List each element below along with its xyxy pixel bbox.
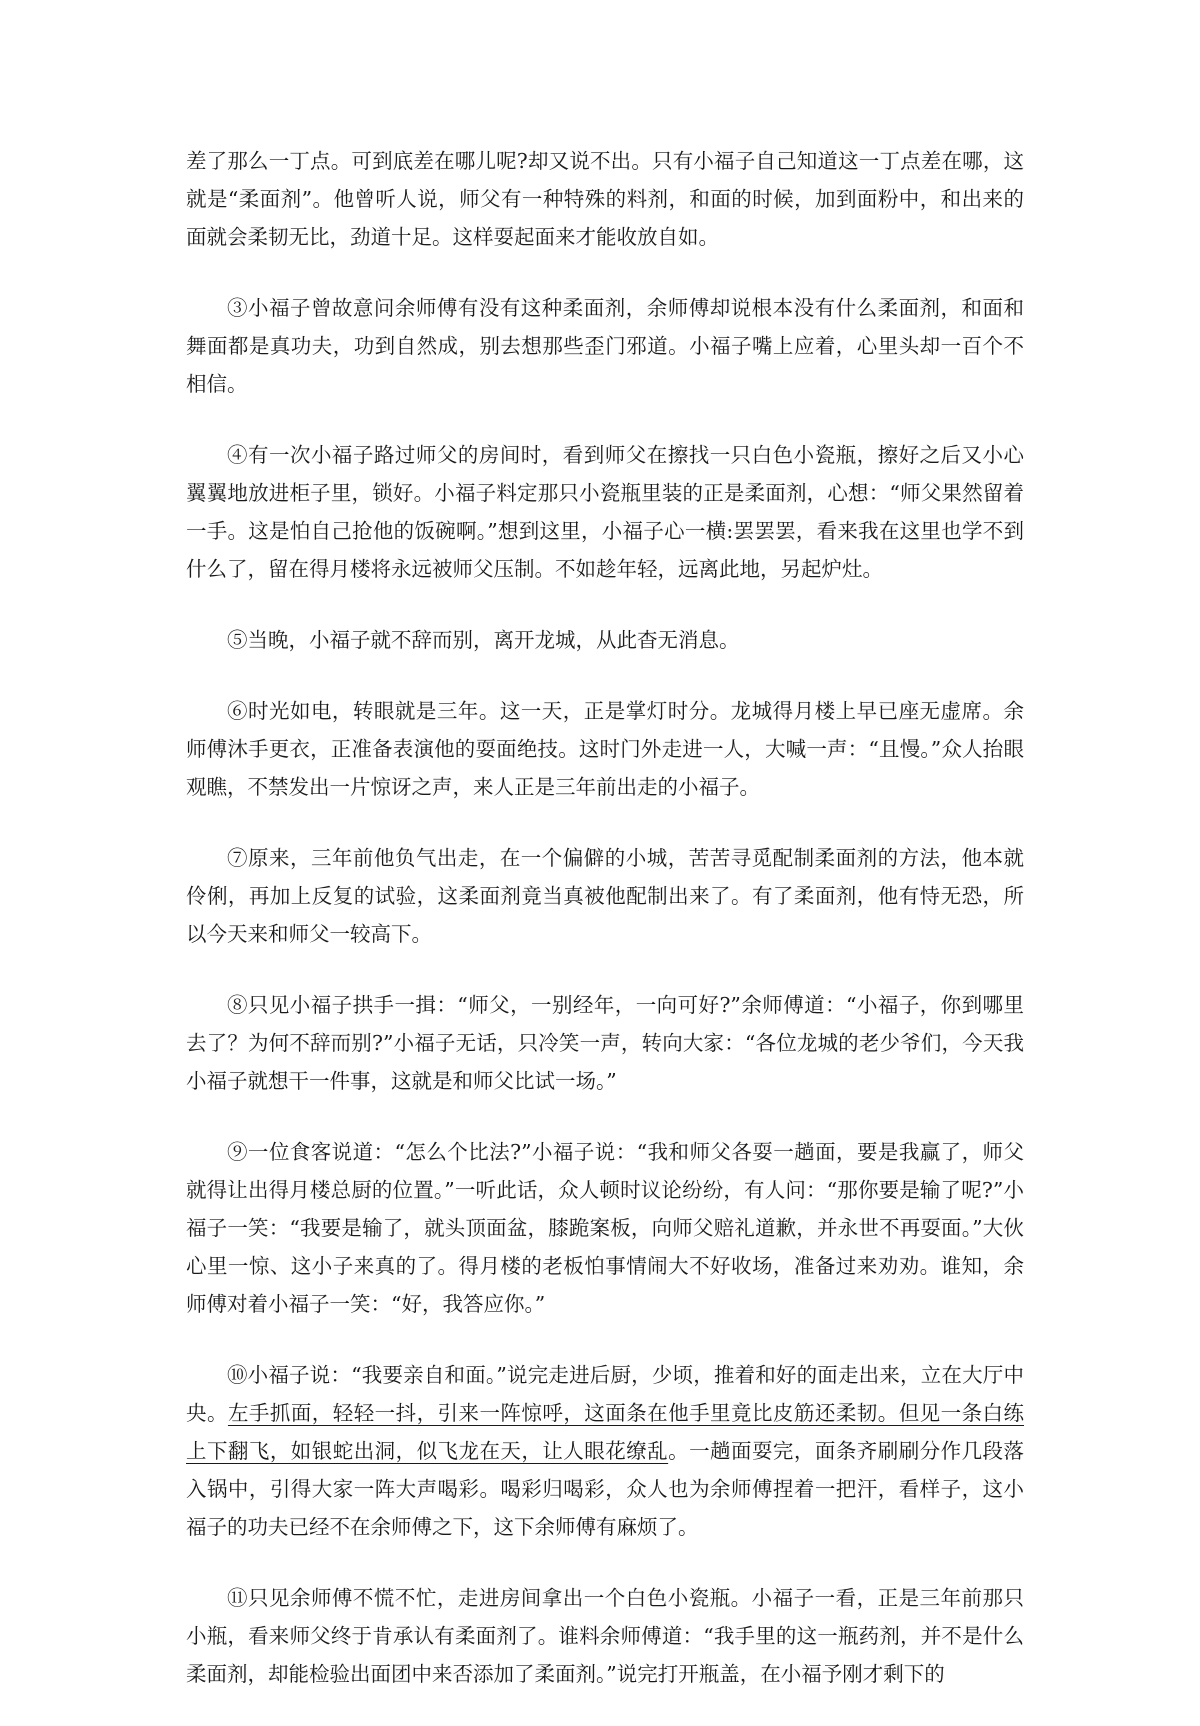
paragraph-p8 (186, 986, 1024, 1100)
paragraph-p4 (186, 436, 1024, 588)
paragraph-text: ⑨一位食客说道：“怎么个比法?”小福子说：“我和师父各耍一趟面，要是我赢了，师父就得让出得月楼总厨的位置。”一听此话，众人顿时议论纷纷，有人问：“那你要是输了呢?”小福子一笑：“我要是输了，就头顶面盆，膝跪案板，向师父赔礼道歉，并永世不再耍面。”大伙心里一惊、这小子来真的了。得月楼的老板怕事情闹大不好收场，准备过来劝劝。谁知，余师傅对着小福子一笑：“好，我答应你。” (186, 1140, 1024, 1316)
underlined-text: 左手抓面，轻轻一抖，引来一阵惊呼，这面条在他手里竟比皮筋还柔韧。但见一条白练上下翻飞，如银蛇出洞，似飞龙在天，让人眼花缭乱 (186, 1401, 1025, 1463)
paragraph-text: ⑧只见小福子拱手一揖：“师父，一别经年，一向可好?”余师傅道：“小福子，你到哪里去了？为何不辞而别?”小福子无话，只冷笑一声，转向大家：“各位龙城的老少爷们，今天我小福子就想干一件事，这就是和师父比试一场。” (186, 993, 1024, 1093)
paragraph-text: 差了那么一丁点。可到底差在哪儿呢?却又说不出。只有小福子自己知道这一丁点差在哪，这就是“柔面剂”。他曾听人说，师父有一种特殊的料剂，和面的时候，加到面粉中，和出来的面就会柔韧无比，劲道十足。这样耍起面来才能收放自如。 (186, 149, 1024, 249)
paragraph-text: ⑩小福子说：“我要亲自和面。”说完走进后厨，少顷，推着和好的面走出来，立在大厅中央。 (186, 1363, 1024, 1425)
paragraph-text: ⑤当晚，小福子就不辞而别，离开龙城，从此杳无消息。 (227, 628, 740, 652)
paragraph-p9 (186, 1133, 1024, 1323)
document-page (186, 142, 1024, 1726)
paragraph-p5 (186, 621, 1024, 659)
paragraph-text: ⑦原来，三年前他负气出走，在一个偏僻的小城，苦苦寻觅配制柔面剂的方法，他本就伶俐，再加上反复的试验，这柔面剂竟当真被他配制出来了。有了柔面剂，他有恃无恐，所以今天来和师父一较高下。 (186, 846, 1024, 946)
paragraph-text: 。一趟面耍完，面条齐刷刷分作几段落入锅中，引得大家一阵大声喝彩。喝彩归喝彩，众人也为余师傅捏着一把汗，看样子，这小福子的功夫已经不在余师傅之下，这下余师傅有麻烦了。 (186, 1439, 1025, 1539)
paragraph-p6 (186, 692, 1024, 806)
paragraph-p3 (186, 289, 1024, 403)
paragraph-text: ⑪只见余师傅不慌不忙，走进房间拿出一个白色小瓷瓶。小福子一看，正是三年前那只小瓶，看来师父终于肯承认有柔面剂了。谁料余师傅道：“我手里的这一瓶药剂，并不是什么柔面剂，却能检验出面团中来否添加了柔面剂。”说完打开瓶盖，在小福予刚才剩下的 (186, 1586, 1024, 1686)
paragraph-text: ④有一次小福子路过师父的房间时，看到师父在擦找一只白色小瓷瓶，擦好之后又小心翼翼地放进柜子里，锁好。小福子料定那只小瓷瓶里装的正是柔面剂，心想：“师父果然留着一手。这是怕自己抢他的饭碗啊。”想到这里，小福子心一横:罢罢罢，看来我在这里也学不到什么了，留在得月楼将永远被师父压制。不如趁年轻，远离此地，另起炉灶。 (186, 443, 1024, 581)
paragraph-text: ③小福子曾故意问余师傅有没有这种柔面剂，余师傅却说根本没有什么柔面剂，和面和舞面都是真功夫，功到自然成，别去想那些歪门邪道。小福子嘴上应着，心里头却一百个不相信。 (186, 296, 1024, 396)
paragraph-p10 (186, 1356, 1024, 1546)
paragraph-p-cont (186, 142, 1024, 256)
paragraph-text: ⑥时光如电，转眼就是三年。这一天，正是掌灯时分。龙城得月楼上早已座无虚席。余师傅沐手更衣，正准备表演他的耍面绝技。这时门外走进一人，大喊一声：“且慢。”众人抬眼观瞧，不禁发出一片惊讶之声，来人正是三年前出走的小福子。 (186, 699, 1024, 799)
paragraph-p11 (186, 1579, 1024, 1693)
paragraph-p7 (186, 839, 1024, 953)
